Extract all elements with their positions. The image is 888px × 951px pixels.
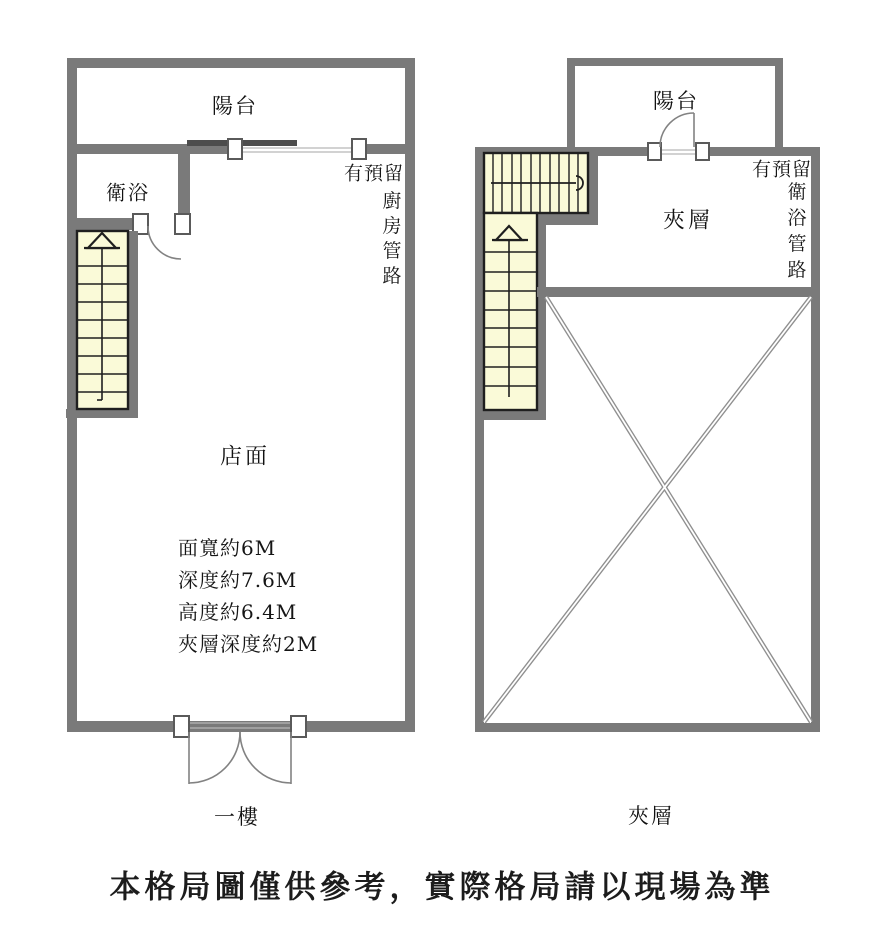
pipe-note-char: 路 [787, 259, 807, 281]
floor1-bathroom-wall-bottom [67, 218, 133, 230]
floor1-entrance-door-swing [189, 732, 240, 783]
floor1-bathroom-door-jamb [175, 214, 190, 234]
floor1-dimension-depth: 深度約7.6M [178, 568, 298, 592]
pipe-note-char: 廚 [382, 190, 402, 212]
mezzanine-stair-wall-right [537, 213, 546, 411]
floor1-caption: 一樓 [214, 805, 260, 829]
floor1-room-label: 店面 [219, 444, 271, 470]
mezzanine-wall-left [475, 147, 484, 732]
mezzanine-balcony-wall-left [567, 58, 575, 148]
floor1-balcony-partition-right [364, 144, 405, 154]
mezzanine-stair-wall-bottom [475, 411, 546, 420]
floor1-dimension-mezzanine-depth: 夾層深度約2M [178, 632, 319, 656]
mezzanine-balcony-door-swing [660, 113, 694, 147]
floor1-bathroom-label: 衛浴 [106, 180, 150, 205]
floor1-dimension-height: 高度約6.4M [178, 600, 298, 624]
floor1-stair-wall-right [128, 231, 138, 418]
mezzanine-void-wall-top [537, 287, 811, 297]
mezzanine-balcony-door-jamb [648, 143, 661, 160]
disclaimer-text: 本格局圖僅供參考，實際格局請以現場為準 [109, 869, 775, 905]
mezzanine-pipe-note-column [786, 181, 808, 282]
pipe-note-char: 浴 [787, 207, 807, 229]
pipe-note-char: 衛 [787, 181, 807, 203]
mezzanine-wall-bottom [475, 723, 820, 732]
mezzanine-wall-right [811, 147, 820, 732]
mezzanine-stair-wall-b [537, 213, 598, 225]
floor1-stair-wall-bottom [66, 409, 138, 418]
pipe-note-char: 房 [382, 215, 402, 237]
mezzanine-stair-run-lower [484, 213, 537, 410]
floor1-wall-top [67, 58, 415, 68]
pipe-note-char: 管 [787, 233, 807, 255]
floor1-bathroom-wall-right [178, 154, 190, 215]
floor1-entrance-door-jamb [291, 716, 306, 737]
floor1-wall-left [67, 58, 77, 732]
floor1-entrance-door-jamb [174, 716, 189, 737]
mezzanine-balcony-door-jamb [696, 143, 709, 160]
pipe-note-char: 路 [382, 265, 402, 287]
floor1-dimension-width: 面寬約6M [178, 536, 277, 560]
floor1-balcony-door-jamb [352, 139, 366, 159]
floor1-wall-right [405, 58, 415, 732]
mezzanine-balcony-wall-top [567, 58, 783, 66]
floor1-pipe-note-heading: 有預留 [343, 162, 405, 185]
pipe-note-char: 管 [382, 240, 402, 262]
mezzanine-caption: 夾層 [628, 804, 674, 828]
floor1-entrance-door-swing [240, 732, 291, 783]
floor1-balcony-label: 陽台 [212, 94, 258, 118]
mezzanine-balcony-wall-right [775, 58, 783, 148]
floor1-balcony-door-jamb [228, 139, 242, 159]
floor1-pipe-note-column [381, 190, 403, 288]
mezzanine-balcony-label: 陽台 [653, 89, 699, 113]
mezzanine-pipe-note-heading: 有預留 [751, 158, 813, 181]
mezzanine-room-label: 夾層 [662, 208, 714, 234]
